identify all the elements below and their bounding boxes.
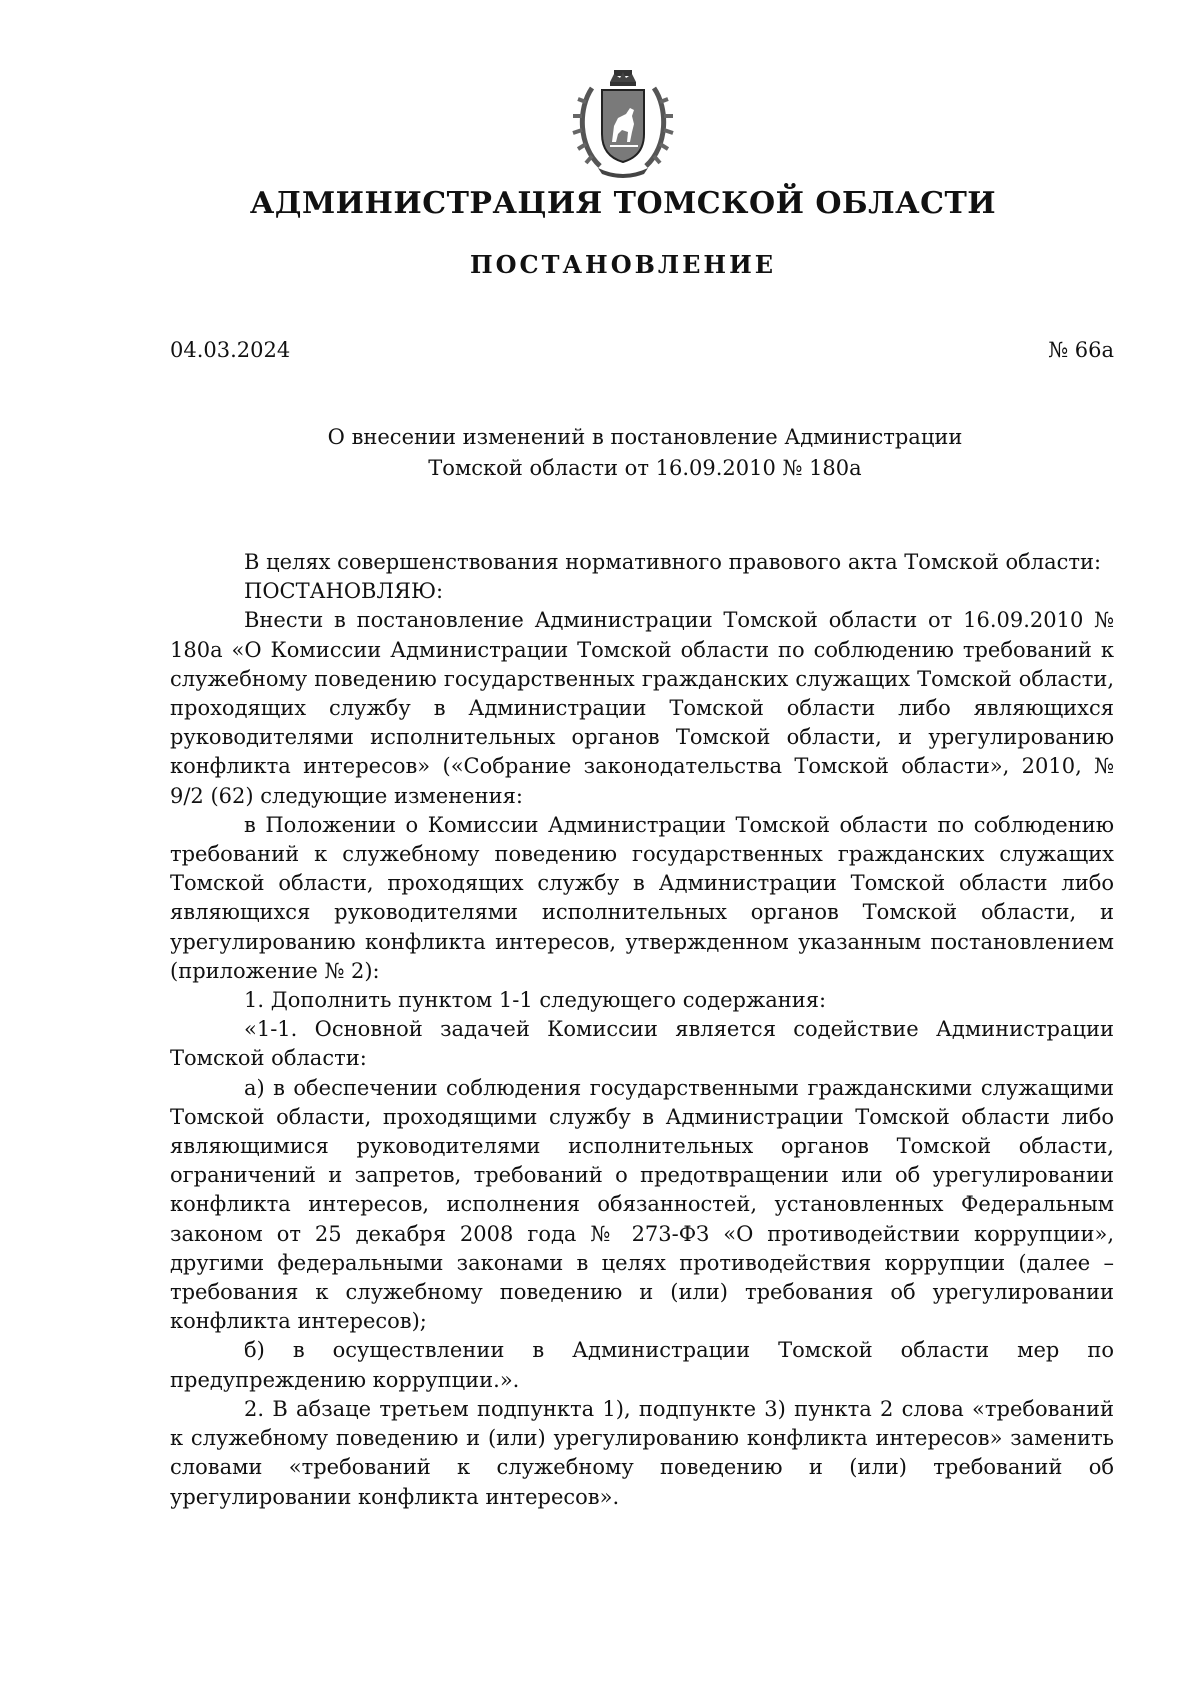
body-paragraph: В целях совершенствования нормативного правового акта Томской области: xyxy=(244,550,1102,574)
document-body xyxy=(170,548,1114,1512)
subject-line: О внесении изменений в постановление Администрации xyxy=(327,425,963,449)
body-paragraph: 2. В абзаце третьем подпункта 1), подпункте 3) пункта 2 слова «требований к служебному поведению и (или) урегулированию конфликта интересов» заменить словами «требований к служебному поведению и (или) требований об урегулировании конфликта интересов». xyxy=(170,1396,1114,1509)
body-paragraph: б) в осуществлении в Администрации Томской области мер по предупреждению коррупции.». xyxy=(170,1338,1114,1392)
body-paragraph: а) в обеспечении соблюдения государственными гражданскими служащими Томской области, проходящими службу в Администрации Томской области либо являющимися руководителями исполнительных органов Томской области, ограничений и запретов, требований о предотвращении или об урегулировании конфликта интересов, исполнения обязанностей, установленных Федеральным законом от 25 декабря 2008 года № 273-ФЗ «О противодействии коррупции», другими федеральными законами в целях противодействия коррупции (далее – требования к служебному поведению и (или) требования об урегулировании конфликта интересов); xyxy=(170,1075,1114,1334)
document-meta-row xyxy=(170,338,1114,362)
subject-line: Томской области от 16.09.2010 № 180а xyxy=(428,456,862,480)
document-type-heading: ПОСТАНОВЛЕНИЕ xyxy=(469,250,777,279)
organization-title: АДМИНИСТРАЦИЯ ТОМСКОЙ ОБЛАСТИ xyxy=(249,186,997,221)
body-paragraph: 1. Дополнить пунктом 1-1 следующего содержания: xyxy=(244,988,827,1013)
body-paragraph: «1-1. Основной задачей Комиссии является содействие Администрации Томской области: xyxy=(170,1017,1114,1071)
document-number: № 66а xyxy=(1048,338,1114,362)
body-paragraph: Внести в постановление Администрации Томской области от 16.09.2010 № 180а «О Комиссии Администрации Томской области по соблюдению требований к служебному поведению государственных гражданских служащих Томской области, проходящих службу в Администрации Томской области либо являющихся руководителями исполнительных органов Томской области, и урегулированию конфликта интересов» («Собрание законодательства Томской области», 2010, № 9/2 (62) следующие изменения: xyxy=(170,608,1114,808)
tomsk-oblast-coat-of-arms-icon xyxy=(570,68,676,180)
body-paragraph: в Положении о Комиссии Администрации Томской области по соблюдению требований к служебному поведению государственных гражданских служащих Томской области, проходящих службу в Администрации Томской области либо являющихся руководителями исполнительных органов Томской области, и урегулированию конфликта интересов, утвержденном указанным постановлением (приложение № 2): xyxy=(170,812,1114,983)
document-date: 04.03.2024 xyxy=(170,338,291,362)
body-paragraph: ПОСТАНОВЛЯЮ: xyxy=(244,579,444,604)
document-subject xyxy=(0,422,1200,484)
